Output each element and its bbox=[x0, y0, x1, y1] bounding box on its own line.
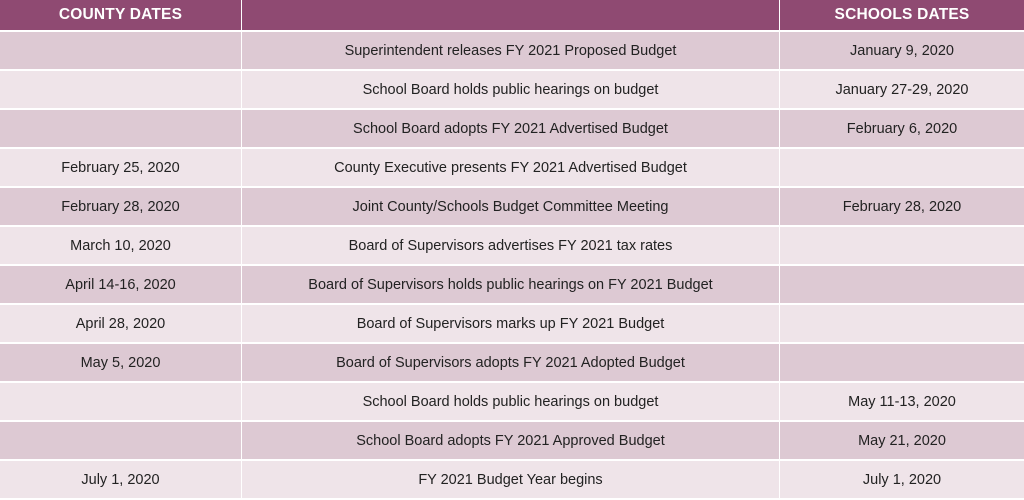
county-date-cell bbox=[0, 383, 242, 422]
schools-date-cell: January 27-29, 2020 bbox=[780, 71, 1024, 110]
table-row bbox=[0, 188, 1024, 227]
event-cell: School Board adopts FY 2021 Approved Budget bbox=[242, 422, 780, 461]
event-cell: Board of Supervisors adopts FY 2021 Adopted Budget bbox=[242, 344, 780, 383]
event-cell: Joint County/Schools Budget Committee Meeting bbox=[242, 188, 780, 227]
event-cell: School Board adopts FY 2021 Advertised Budget bbox=[242, 110, 780, 149]
county-date-cell: February 28, 2020 bbox=[0, 188, 242, 227]
schools-date-cell: February 6, 2020 bbox=[780, 110, 1024, 149]
event-header bbox=[242, 0, 780, 32]
schools-date-cell: May 11-13, 2020 bbox=[780, 383, 1024, 422]
county-date-cell: July 1, 2020 bbox=[0, 461, 242, 500]
schools-date-cell: January 9, 2020 bbox=[780, 32, 1024, 71]
table-row bbox=[0, 461, 1024, 500]
table-row bbox=[0, 110, 1024, 149]
table-row bbox=[0, 305, 1024, 344]
event-cell: Board of Supervisors advertises FY 2021 tax rates bbox=[242, 227, 780, 266]
schools-date-cell: February 28, 2020 bbox=[780, 188, 1024, 227]
event-cell: Superintendent releases FY 2021 Proposed Budget bbox=[242, 32, 780, 71]
table-row bbox=[0, 344, 1024, 383]
county-date-cell: April 14-16, 2020 bbox=[0, 266, 242, 305]
county-date-cell: February 25, 2020 bbox=[0, 149, 242, 188]
event-cell: Board of Supervisors holds public hearings on FY 2021 Budget bbox=[242, 266, 780, 305]
schools-date-cell bbox=[780, 266, 1024, 305]
event-cell: FY 2021 Budget Year begins bbox=[242, 461, 780, 500]
table-row bbox=[0, 227, 1024, 266]
schools-date-cell bbox=[780, 344, 1024, 383]
table-header bbox=[0, 0, 1024, 32]
county-date-cell: March 10, 2020 bbox=[0, 227, 242, 266]
event-cell: County Executive presents FY 2021 Advertised Budget bbox=[242, 149, 780, 188]
county-date-cell: May 5, 2020 bbox=[0, 344, 242, 383]
table-row bbox=[0, 383, 1024, 422]
county-date-cell bbox=[0, 422, 242, 461]
table-row bbox=[0, 71, 1024, 110]
table-row bbox=[0, 149, 1024, 188]
schools-date-cell: May 21, 2020 bbox=[780, 422, 1024, 461]
county-date-cell bbox=[0, 110, 242, 149]
event-cell: School Board holds public hearings on budget bbox=[242, 383, 780, 422]
county-date-cell bbox=[0, 32, 242, 71]
schools-date-cell bbox=[780, 305, 1024, 344]
schools-dates-header: SCHOOLS DATES bbox=[780, 0, 1024, 32]
header-row bbox=[0, 0, 1024, 32]
event-cell: Board of Supervisors marks up FY 2021 Budget bbox=[242, 305, 780, 344]
schools-date-cell: July 1, 2020 bbox=[780, 461, 1024, 500]
county-date-cell bbox=[0, 71, 242, 110]
county-date-cell: April 28, 2020 bbox=[0, 305, 242, 344]
county-dates-header: COUNTY DATES bbox=[0, 0, 242, 32]
table-row bbox=[0, 422, 1024, 461]
schools-date-cell bbox=[780, 149, 1024, 188]
event-cell: School Board holds public hearings on budget bbox=[242, 71, 780, 110]
schools-date-cell bbox=[780, 227, 1024, 266]
table-row bbox=[0, 266, 1024, 305]
table-body bbox=[0, 32, 1024, 500]
table-row bbox=[0, 32, 1024, 71]
